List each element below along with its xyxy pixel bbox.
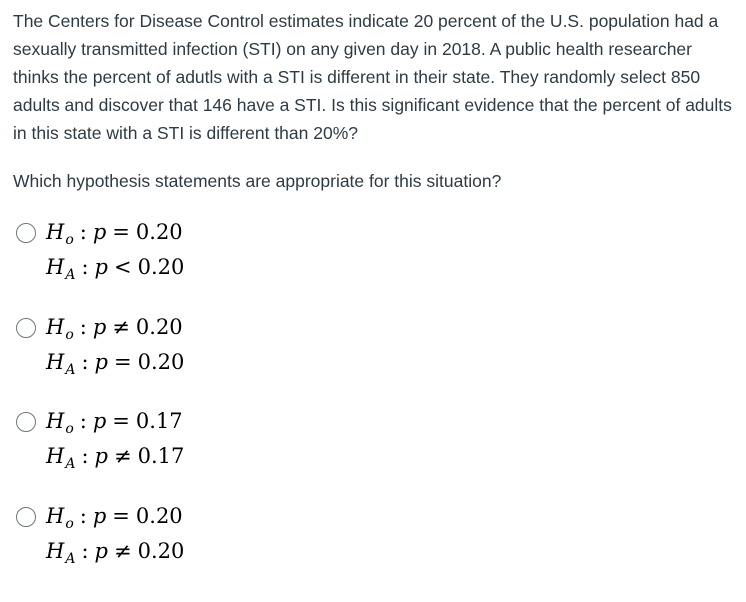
radio-button[interactable] (16, 318, 36, 338)
question-prompt: Which hypothesis statements are appropriate for this situation? (13, 171, 502, 191)
relation-operator: = (112, 409, 130, 433)
hypothesized-value: 0.20 (135, 504, 183, 528)
hypothesis-symbol: H (46, 315, 65, 339)
hypothesized-value: 0.20 (137, 255, 185, 279)
hypothesis-symbol: H (46, 350, 65, 374)
hypothesis-subscript: o (65, 232, 74, 248)
parameter: p (92, 315, 107, 339)
hypothesis-subscript: A (65, 551, 76, 567)
hypothesized-value: 0.20 (135, 315, 183, 339)
hypothesis-symbol: H (46, 539, 65, 563)
answer-option-3[interactable] (14, 403, 314, 473)
hypothesis-subscript: o (65, 421, 74, 437)
relation-operator: ≠ (112, 315, 130, 339)
radio-button[interactable] (16, 412, 36, 432)
parameter: p (92, 220, 107, 244)
answer-option-2[interactable] (14, 309, 314, 379)
hypothesis-subscript: A (65, 456, 76, 472)
alternative-hypothesis: $H_A$ : p ≠ 0.20 (46, 539, 185, 567)
relation-operator: = (113, 350, 132, 374)
hypothesis-subscript: o (65, 327, 74, 343)
hypothesized-value: 0.17 (137, 444, 185, 468)
alternative-hypothesis: $H_A$ : p = 0.20 (46, 350, 185, 378)
radio-button[interactable] (16, 223, 36, 243)
hypothesis-subscript: o (65, 516, 74, 532)
hypothesis-symbol: H (46, 504, 65, 528)
relation-operator: ≠ (113, 444, 132, 468)
hypothesized-value: 0.20 (135, 220, 183, 244)
null-hypothesis: $H_o$ : p = 0.17 (46, 409, 183, 437)
question-text: The Centers for Disease Control estimates indicate 20 percent of the U.S. population had a sexually transmitted infection (STI) on any given day in 2018. A public health researcher thinks the percent of adutls with a STI is different in their state. They randomly select 850 adults and discover that 146 have a STI. Is this significant evidence that the percent of adults in this state with a STI is different than 20%? (13, 11, 732, 143)
hypothesis-symbol: H (46, 255, 65, 279)
hypothesis-symbol: H (46, 220, 65, 244)
hypothesis-subscript: A (65, 267, 76, 283)
parameter: p (94, 350, 108, 374)
relation-operator: < (113, 255, 132, 279)
hypothesis-symbol: H (46, 409, 65, 433)
relation-operator: ≠ (113, 539, 132, 563)
parameter: p (94, 539, 108, 563)
radio-button[interactable] (16, 507, 36, 527)
answer-option-1[interactable] (14, 214, 314, 284)
null-hypothesis: $H_o$ : p ≠ 0.20 (46, 315, 183, 343)
hypothesized-value: 0.17 (135, 409, 183, 433)
parameter: p (94, 444, 108, 468)
parameter: p (92, 504, 107, 528)
null-hypothesis: $H_o$ : p = 0.20 (46, 504, 183, 532)
hypothesized-value: 0.20 (137, 350, 185, 374)
answer-option-4[interactable] (14, 498, 314, 568)
parameter: p (92, 409, 107, 433)
hypothesis-symbol: H (46, 444, 65, 468)
relation-operator: = (112, 504, 130, 528)
hypothesis-subscript: A (65, 362, 76, 378)
parameter: p (94, 255, 108, 279)
alternative-hypothesis: $H_A$ : p ≠ 0.17 (46, 444, 185, 472)
hypothesized-value: 0.20 (137, 539, 185, 563)
null-hypothesis: $H_o$ : p = 0.20 (46, 220, 183, 248)
relation-operator: = (112, 220, 130, 244)
alternative-hypothesis: $H_A$ : p < 0.20 (46, 255, 185, 283)
